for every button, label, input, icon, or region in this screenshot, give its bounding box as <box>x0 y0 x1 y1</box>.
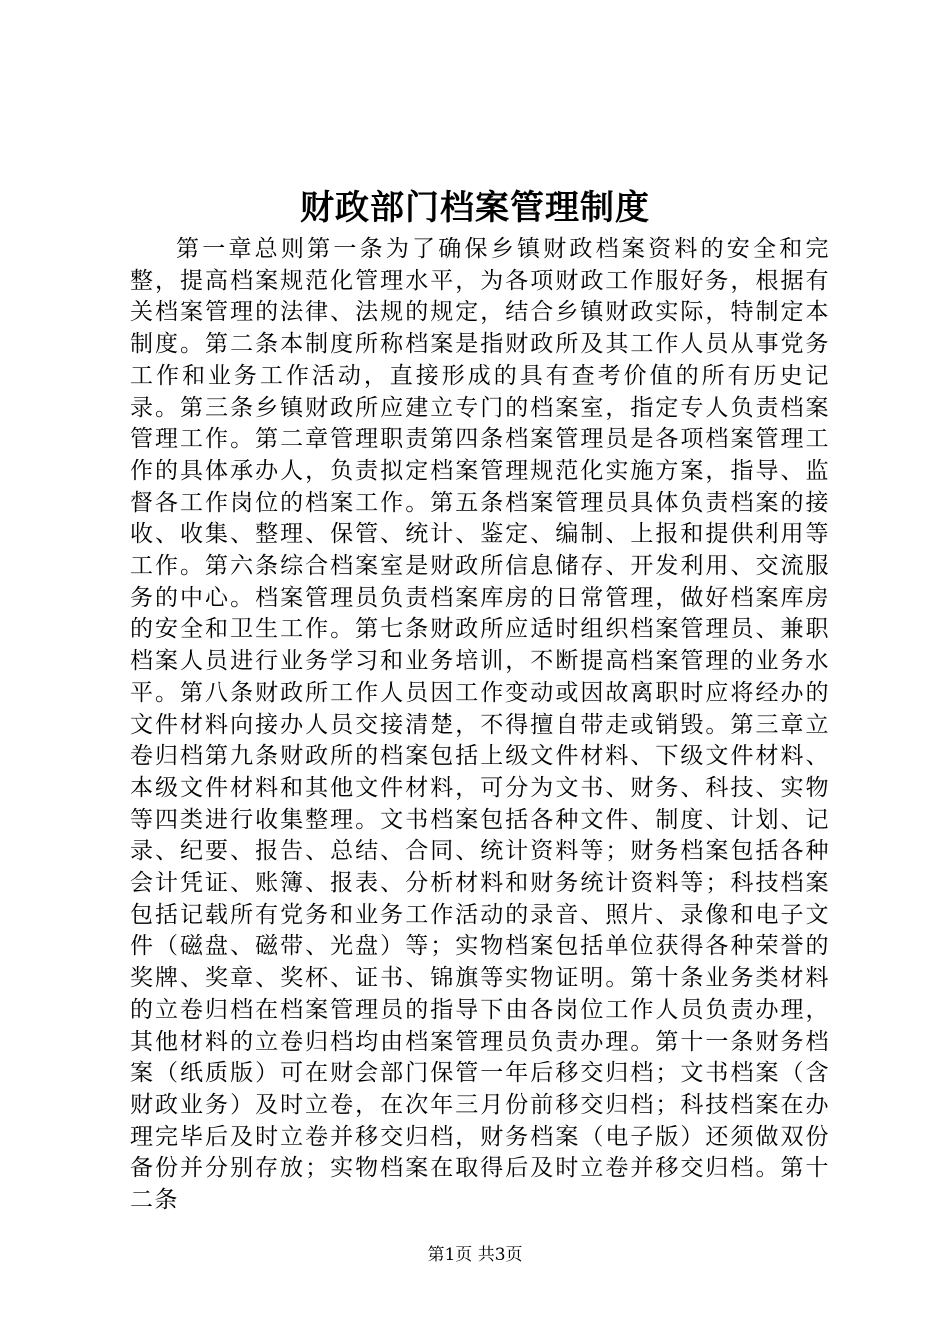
page-number-footer: 第1页 共3页 <box>427 1245 523 1265</box>
document-body: 第一章总则第一条为了确保乡镇财政档案资料的安全和完整，提高档案规范化管理水平，为各项财政工作服好务，根据有关档案管理的法律、法规的规定，结合乡镇财政实际，特制定本制度。第二条本制度所称档案是指财政所及其工作人员从事党务工作和业务工作活动，直接形成的具有查考价值的所有历史记录。第三条乡镇财政所应建立专门的档案室，指定专人负责档案管理工作。第二章管理职责第四条档案管理员是各项档案管理工作的具体承办人，负责拟定档案管理规范化实施方案，指导、监督各工作岗位的档案工作。第五条档案管理员具体负责档案的接收、收集、整理、保管、统计、鉴定、编制、上报和提供利用等工作。第六条综合档案室是财政所信息储存、开发利用、交流服务的中心。档案管理员负责档案库房的日常管理，做好档案库房的安全和卫生工作。第七条财政所应适时组织档案管理员、兼职档案人员进行业务学习和业务培训，不断提高档案管理的业务水平。第八条财政所工作人员因工作变动或因故离职时应将经办的文件材料向接办人员交接清楚，不得擅自带走或销毁。第三章立卷归档第九条财政所的档案包括上级文件材料、下级文件材料、本级文件材料和其他文件材料，可分为文书、财务、科技、实物等四类进行收集整理。文书档案包括各种文件、制度、计划、记录、纪要、报告、总结、合同、统计资料等；财务档案包括各种会计凭证、账簿、报表、分析材料和财务统计资料等；科技档案包括记载所有党务和业务工作活动的录音、照片、录像和电子文件（磁盘、磁带、光盘）等；实物档案包括单位获得各种荣誉的奖牌、奖章、奖杯、证书、锦旗等实物证明。第十条业务类材料的立卷归档在档案管理员的指导下由各岗位工作人员负责办理，其他材料的立卷归档均由档案管理员负责办理。第十一条财务档案（纸质版）可在财会部门保管一年后移交归档；文书档案（含财政业务）及时立卷，在次年三月份前移交归档；科技档案在办理完毕后及时立卷并移交归档，财务档案（电子版）还须做双份备份并分别存放；实物档案在取得后及时立卷并移交归档。第十二条 <box>130 236 830 1214</box>
document-title: 财政部门档案管理制度 <box>300 188 650 228</box>
